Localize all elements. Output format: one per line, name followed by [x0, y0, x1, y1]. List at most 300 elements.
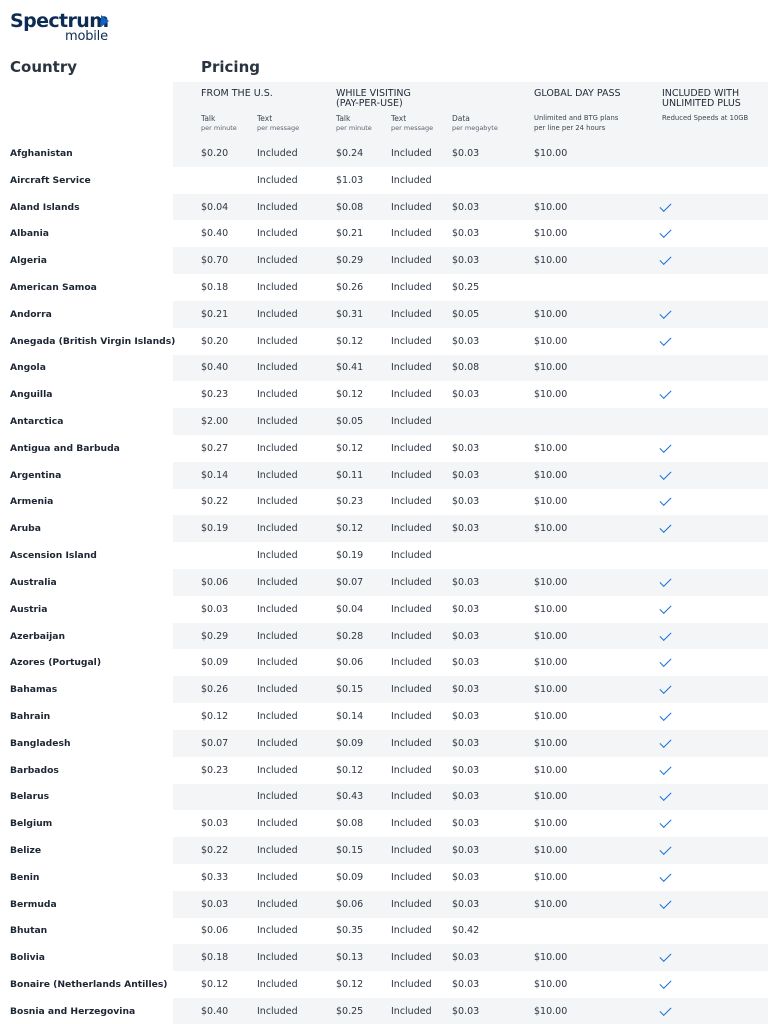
global-day-pass-price: $10.00 [534, 657, 568, 669]
data-while-visiting: $0.03 [452, 201, 480, 213]
text-while-visiting: Included [391, 416, 432, 428]
data-while-visiting: $0.03 [452, 979, 480, 991]
checkmark-icon [659, 870, 671, 882]
text-while-visiting: Included [391, 147, 432, 159]
text-from-us: Included [257, 174, 298, 186]
text-while-visiting: Included [391, 255, 432, 267]
talk-from-us: $0.40 [201, 362, 229, 374]
country-name: Bosnia and Herzegovina [10, 1005, 136, 1017]
data-while-visiting: $0.05 [452, 308, 480, 320]
talk-while-visiting: $0.12 [336, 979, 364, 991]
text-from-us: Included [257, 657, 298, 669]
unlimited-plus-included [660, 301, 671, 328]
header-unlimited-plus [662, 89, 741, 109]
checkmark-icon [659, 521, 671, 533]
unlimited-plus-included [660, 810, 671, 837]
country-name: Bangladesh [10, 737, 71, 749]
talk-while-visiting: $0.07 [336, 576, 364, 588]
text-while-visiting: Included [391, 174, 432, 186]
text-while-visiting: Included [391, 469, 432, 481]
text-from-us: Included [257, 469, 298, 481]
unlimited-plus-included [660, 247, 671, 274]
talk-while-visiting: $0.12 [336, 523, 364, 535]
talk-while-visiting: $0.05 [336, 416, 364, 428]
checkmark-icon [659, 575, 671, 587]
header-unlimited-line2: UNLIMITED PLUS [662, 98, 741, 109]
unlimited-plus-included [660, 435, 671, 462]
table-row [0, 676, 768, 703]
table-row [0, 944, 768, 971]
global-day-pass-price: $10.00 [534, 576, 568, 588]
talk-from-us: $0.22 [201, 845, 229, 857]
text-from-us: Included [257, 147, 298, 159]
country-name: Bermuda [10, 898, 57, 910]
text-from-us: Included [257, 416, 298, 428]
data-while-visiting: $0.03 [452, 845, 480, 857]
checkmark-icon [659, 441, 671, 453]
header-while-visiting-line1: WHILE VISITING [336, 88, 411, 99]
row-background [0, 649, 768, 676]
country-name: Bahamas [10, 684, 58, 696]
header-global-day-pass: GLOBAL DAY PASS [534, 88, 621, 99]
country-name: Afghanistan [10, 147, 73, 159]
text-from-us: Included [257, 335, 298, 347]
text-while-visiting: Included [391, 791, 432, 803]
row-background [0, 167, 768, 194]
table-row [0, 301, 768, 328]
country-name: Aruba [10, 523, 41, 535]
talk-while-visiting: $0.08 [336, 818, 364, 830]
country-name: Armenia [10, 496, 54, 508]
table-row [0, 462, 768, 489]
talk-while-visiting: $0.43 [336, 791, 364, 803]
talk-while-visiting: $0.06 [336, 657, 364, 669]
global-day-pass-price: $10.00 [534, 442, 568, 454]
country-name: Ascension Island [10, 550, 97, 562]
table-row [0, 757, 768, 784]
gdp-note: Unlimited and BTG plans per line per 24 hours [534, 114, 619, 132]
row-background [0, 489, 768, 516]
talk-from-us: $0.04 [201, 201, 229, 213]
talk-from-us: $0.09 [201, 657, 229, 669]
table-row [0, 810, 768, 837]
text-while-visiting: Included [391, 389, 432, 401]
data-while-visiting: $0.03 [452, 228, 480, 240]
talk-while-visiting: $0.12 [336, 335, 364, 347]
logo-wordmark: Spectrum [10, 10, 109, 32]
global-day-pass-price: $10.00 [534, 523, 568, 535]
unlimited-plus-included [660, 891, 671, 918]
country-name: Anguilla [10, 389, 53, 401]
unlimited-plus-included [660, 515, 671, 542]
unlimited-plus-included [660, 596, 671, 623]
text-from-us: Included [257, 550, 298, 562]
data-while-visiting: $0.03 [452, 684, 480, 696]
unlimited-plus-included [660, 381, 671, 408]
text-while-visiting: Included [391, 308, 432, 320]
text-while-visiting: Included [391, 764, 432, 776]
talk-from-us: $0.23 [201, 389, 229, 401]
text-from-us: Included [257, 576, 298, 588]
country-name: Andorra [10, 308, 52, 320]
subheader-talk-visiting: Talk per minute [336, 114, 372, 132]
unlimited-plus-included [660, 649, 671, 676]
checkmark-icon [659, 655, 671, 667]
unlimited-plus-included [660, 462, 671, 489]
talk-from-us: $0.03 [201, 603, 229, 615]
text-from-us: Included [257, 389, 298, 401]
unlimited-plus-included [660, 730, 671, 757]
header-while-visiting [336, 89, 411, 109]
table-row [0, 220, 768, 247]
global-day-pass-price: $10.00 [534, 335, 568, 347]
table-row [0, 730, 768, 757]
table-row [0, 649, 768, 676]
data-while-visiting: $0.03 [452, 496, 480, 508]
data-while-visiting: $0.08 [452, 362, 480, 374]
checkmark-icon [659, 682, 671, 694]
talk-from-us: $0.18 [201, 281, 229, 293]
checkmark-icon [659, 226, 671, 238]
talk-from-us: $0.18 [201, 952, 229, 964]
checkmark-icon [659, 602, 671, 614]
talk-from-us: $0.20 [201, 335, 229, 347]
global-day-pass-price: $10.00 [534, 818, 568, 830]
global-day-pass-price: $10.00 [534, 952, 568, 964]
talk-while-visiting: $0.13 [336, 952, 364, 964]
talk-from-us: $0.20 [201, 147, 229, 159]
country-name: Belgium [10, 818, 53, 830]
subheader-text-visiting: Text per message [391, 114, 434, 132]
text-while-visiting: Included [391, 710, 432, 722]
table-row [0, 918, 768, 945]
row-background [0, 703, 768, 730]
talk-from-us: $0.06 [201, 925, 229, 937]
data-while-visiting: $0.03 [452, 603, 480, 615]
data-while-visiting: $0.03 [452, 737, 480, 749]
unlimited-plus-included [660, 837, 671, 864]
text-from-us: Included [257, 496, 298, 508]
unlimited-plus-included [660, 971, 671, 998]
text-while-visiting: Included [391, 979, 432, 991]
country-name: Albania [10, 228, 49, 240]
unlimited-plus-included [660, 864, 671, 891]
text-from-us: Included [257, 201, 298, 213]
text-while-visiting: Included [391, 630, 432, 642]
talk-from-us: $0.03 [201, 898, 229, 910]
country-name: Antarctica [10, 416, 64, 428]
data-while-visiting: $0.03 [452, 791, 480, 803]
talk-from-us: $0.23 [201, 764, 229, 776]
table-row [0, 355, 768, 382]
talk-while-visiting: $0.25 [336, 1005, 364, 1017]
talk-while-visiting: $0.29 [336, 255, 364, 267]
text-from-us: Included [257, 952, 298, 964]
talk-while-visiting: $0.04 [336, 603, 364, 615]
talk-while-visiting: $0.15 [336, 845, 364, 857]
table-row [0, 703, 768, 730]
unlimited-plus-included [660, 757, 671, 784]
data-while-visiting: $0.03 [452, 898, 480, 910]
row-background [0, 542, 768, 569]
global-day-pass-price: $10.00 [534, 362, 568, 374]
logo-arrow-icon [101, 15, 109, 27]
global-day-pass-price: $10.00 [534, 469, 568, 481]
talk-from-us: $0.07 [201, 737, 229, 749]
talk-from-us: $0.40 [201, 1005, 229, 1017]
country-name: Benin [10, 871, 40, 883]
text-from-us: Included [257, 898, 298, 910]
data-while-visiting: $0.42 [452, 925, 480, 937]
checkmark-icon [659, 387, 671, 399]
table-row [0, 140, 768, 167]
checkmark-icon [659, 763, 671, 775]
global-day-pass-price: $10.00 [534, 201, 568, 213]
country-name: Aircraft Service [10, 174, 91, 186]
data-while-visiting: $0.03 [452, 657, 480, 669]
global-day-pass-price: $10.00 [534, 630, 568, 642]
checkmark-icon [659, 736, 671, 748]
logo-subtitle: mobile [65, 29, 108, 44]
talk-from-us: $0.19 [201, 523, 229, 535]
checkmark-icon [659, 709, 671, 721]
global-day-pass-price: $10.00 [534, 710, 568, 722]
checkmark-icon [659, 1004, 671, 1016]
talk-while-visiting: $0.08 [336, 201, 364, 213]
text-while-visiting: Included [391, 898, 432, 910]
global-day-pass-price: $10.00 [534, 496, 568, 508]
talk-from-us: $0.21 [201, 308, 229, 320]
text-while-visiting: Included [391, 335, 432, 347]
table-row [0, 596, 768, 623]
talk-from-us: $0.03 [201, 818, 229, 830]
checkmark-icon [659, 816, 671, 828]
data-while-visiting: $0.03 [452, 147, 480, 159]
country-name: Bonaire (Netherlands Antilles) [10, 979, 168, 991]
country-name: Austria [10, 603, 48, 615]
text-from-us: Included [257, 979, 298, 991]
text-while-visiting: Included [391, 496, 432, 508]
talk-while-visiting: $0.19 [336, 550, 364, 562]
talk-while-visiting: $0.12 [336, 764, 364, 776]
talk-while-visiting: $0.24 [336, 147, 364, 159]
unlimited-plus-included [660, 784, 671, 811]
table-row [0, 542, 768, 569]
text-while-visiting: Included [391, 952, 432, 964]
text-from-us: Included [257, 308, 298, 320]
global-day-pass-price: $10.00 [534, 603, 568, 615]
unlimited-plus-included [660, 944, 671, 971]
unlimited-plus-included [660, 489, 671, 516]
data-while-visiting: $0.03 [452, 255, 480, 267]
global-day-pass-price: $10.00 [534, 228, 568, 240]
text-from-us: Included [257, 925, 298, 937]
country-heading: Country [10, 58, 78, 76]
text-from-us: Included [257, 684, 298, 696]
country-name: Barbados [10, 764, 59, 776]
table-row [0, 194, 768, 221]
text-from-us: Included [257, 362, 298, 374]
data-while-visiting: $0.25 [452, 281, 480, 293]
unlimited-plus-included [660, 703, 671, 730]
unlimited-plus-included [660, 569, 671, 596]
row-background [0, 381, 768, 408]
table-row [0, 328, 768, 355]
talk-from-us: $2.00 [201, 416, 229, 428]
text-while-visiting: Included [391, 845, 432, 857]
table-row [0, 381, 768, 408]
global-day-pass-price: $10.00 [534, 979, 568, 991]
table-row [0, 998, 768, 1024]
talk-from-us: $0.27 [201, 442, 229, 454]
row-background [0, 918, 768, 945]
country-name: Aland Islands [10, 201, 80, 213]
subheader-talk-us: Talk per minute [201, 114, 237, 132]
text-from-us: Included [257, 255, 298, 267]
country-name: Anegada (British Virgin Islands) [10, 335, 176, 347]
talk-while-visiting: $0.41 [336, 362, 364, 374]
global-day-pass-price: $10.00 [534, 737, 568, 749]
checkmark-icon [659, 307, 671, 319]
checkmark-icon [659, 897, 671, 909]
data-while-visiting: $0.03 [452, 1005, 480, 1017]
country-name: Angola [10, 362, 46, 374]
talk-while-visiting: $0.35 [336, 925, 364, 937]
unlimited-note: Reduced Speeds at 10GB [662, 114, 749, 122]
header-from-us: FROM THE U.S. [201, 88, 273, 99]
spectrum-mobile-logo[interactable] [10, 10, 130, 46]
text-while-visiting: Included [391, 550, 432, 562]
text-while-visiting: Included [391, 1005, 432, 1017]
text-from-us: Included [257, 523, 298, 535]
text-from-us: Included [257, 228, 298, 240]
text-while-visiting: Included [391, 281, 432, 293]
unlimited-plus-included [660, 220, 671, 247]
data-while-visiting: $0.03 [452, 818, 480, 830]
talk-while-visiting: $0.21 [336, 228, 364, 240]
talk-from-us: $0.12 [201, 710, 229, 722]
data-while-visiting: $0.03 [452, 442, 480, 454]
country-name: Bolivia [10, 952, 45, 964]
text-from-us: Included [257, 281, 298, 293]
text-while-visiting: Included [391, 818, 432, 830]
talk-while-visiting: $0.06 [336, 898, 364, 910]
checkmark-icon [659, 253, 671, 265]
table-row [0, 623, 768, 650]
data-while-visiting: $0.03 [452, 871, 480, 883]
country-name: Algeria [10, 255, 47, 267]
pricing-table-body [0, 140, 768, 1024]
talk-while-visiting: $0.26 [336, 281, 364, 293]
checkmark-icon [659, 334, 671, 346]
data-while-visiting: $0.03 [452, 576, 480, 588]
table-row [0, 274, 768, 301]
talk-from-us: $0.70 [201, 255, 229, 267]
text-while-visiting: Included [391, 603, 432, 615]
checkmark-icon [659, 843, 671, 855]
text-from-us: Included [257, 871, 298, 883]
text-from-us: Included [257, 845, 298, 857]
data-while-visiting: $0.03 [452, 469, 480, 481]
global-day-pass-price: $10.00 [534, 1005, 568, 1017]
talk-from-us: $0.40 [201, 228, 229, 240]
pricing-heading: Pricing [201, 58, 260, 76]
talk-from-us: $0.22 [201, 496, 229, 508]
global-day-pass-price: $10.00 [534, 845, 568, 857]
checkmark-icon [659, 950, 671, 962]
text-while-visiting: Included [391, 362, 432, 374]
country-name: Azerbaijan [10, 630, 66, 642]
subheader-text-us: Text per message [257, 114, 300, 132]
table-row [0, 569, 768, 596]
text-from-us: Included [257, 630, 298, 642]
data-while-visiting: $0.03 [452, 335, 480, 347]
text-while-visiting: Included [391, 684, 432, 696]
global-day-pass-price: $10.00 [534, 791, 568, 803]
text-from-us: Included [257, 764, 298, 776]
talk-while-visiting: $0.11 [336, 469, 364, 481]
table-row [0, 408, 768, 435]
header-unlimited-line1: INCLUDED WITH [662, 88, 740, 99]
row-background [0, 596, 768, 623]
subheader-data-visiting: Data per megabyte [452, 114, 498, 132]
unlimited-plus-included [660, 676, 671, 703]
talk-while-visiting: $0.09 [336, 871, 364, 883]
data-while-visiting: $0.03 [452, 630, 480, 642]
talk-while-visiting: $0.12 [336, 389, 364, 401]
text-while-visiting: Included [391, 925, 432, 937]
text-from-us: Included [257, 442, 298, 454]
text-while-visiting: Included [391, 871, 432, 883]
text-from-us: Included [257, 710, 298, 722]
checkmark-icon [659, 200, 671, 212]
table-row [0, 515, 768, 542]
global-day-pass-price: $10.00 [534, 147, 568, 159]
row-background [0, 864, 768, 891]
text-while-visiting: Included [391, 523, 432, 535]
text-from-us: Included [257, 737, 298, 749]
talk-while-visiting: $0.23 [336, 496, 364, 508]
talk-from-us: $0.33 [201, 871, 229, 883]
talk-from-us: $0.14 [201, 469, 229, 481]
talk-from-us: $0.29 [201, 630, 229, 642]
text-while-visiting: Included [391, 737, 432, 749]
text-from-us: Included [257, 818, 298, 830]
text-while-visiting: Included [391, 657, 432, 669]
table-row [0, 167, 768, 194]
talk-while-visiting: $0.28 [336, 630, 364, 642]
country-name: Argentina [10, 469, 62, 481]
checkmark-icon [659, 494, 671, 506]
country-name: Bahrain [10, 710, 51, 722]
data-while-visiting: $0.03 [452, 952, 480, 964]
talk-while-visiting: $0.31 [336, 308, 364, 320]
table-row [0, 891, 768, 918]
data-while-visiting: $0.03 [452, 523, 480, 535]
global-day-pass-price: $10.00 [534, 255, 568, 267]
text-while-visiting: Included [391, 442, 432, 454]
row-background [0, 757, 768, 784]
table-row [0, 247, 768, 274]
table-row [0, 784, 768, 811]
country-name: Australia [10, 576, 57, 588]
talk-while-visiting: $0.12 [336, 442, 364, 454]
talk-while-visiting: $0.14 [336, 710, 364, 722]
checkmark-icon [659, 977, 671, 989]
checkmark-icon [659, 789, 671, 801]
text-from-us: Included [257, 603, 298, 615]
talk-while-visiting: $0.09 [336, 737, 364, 749]
